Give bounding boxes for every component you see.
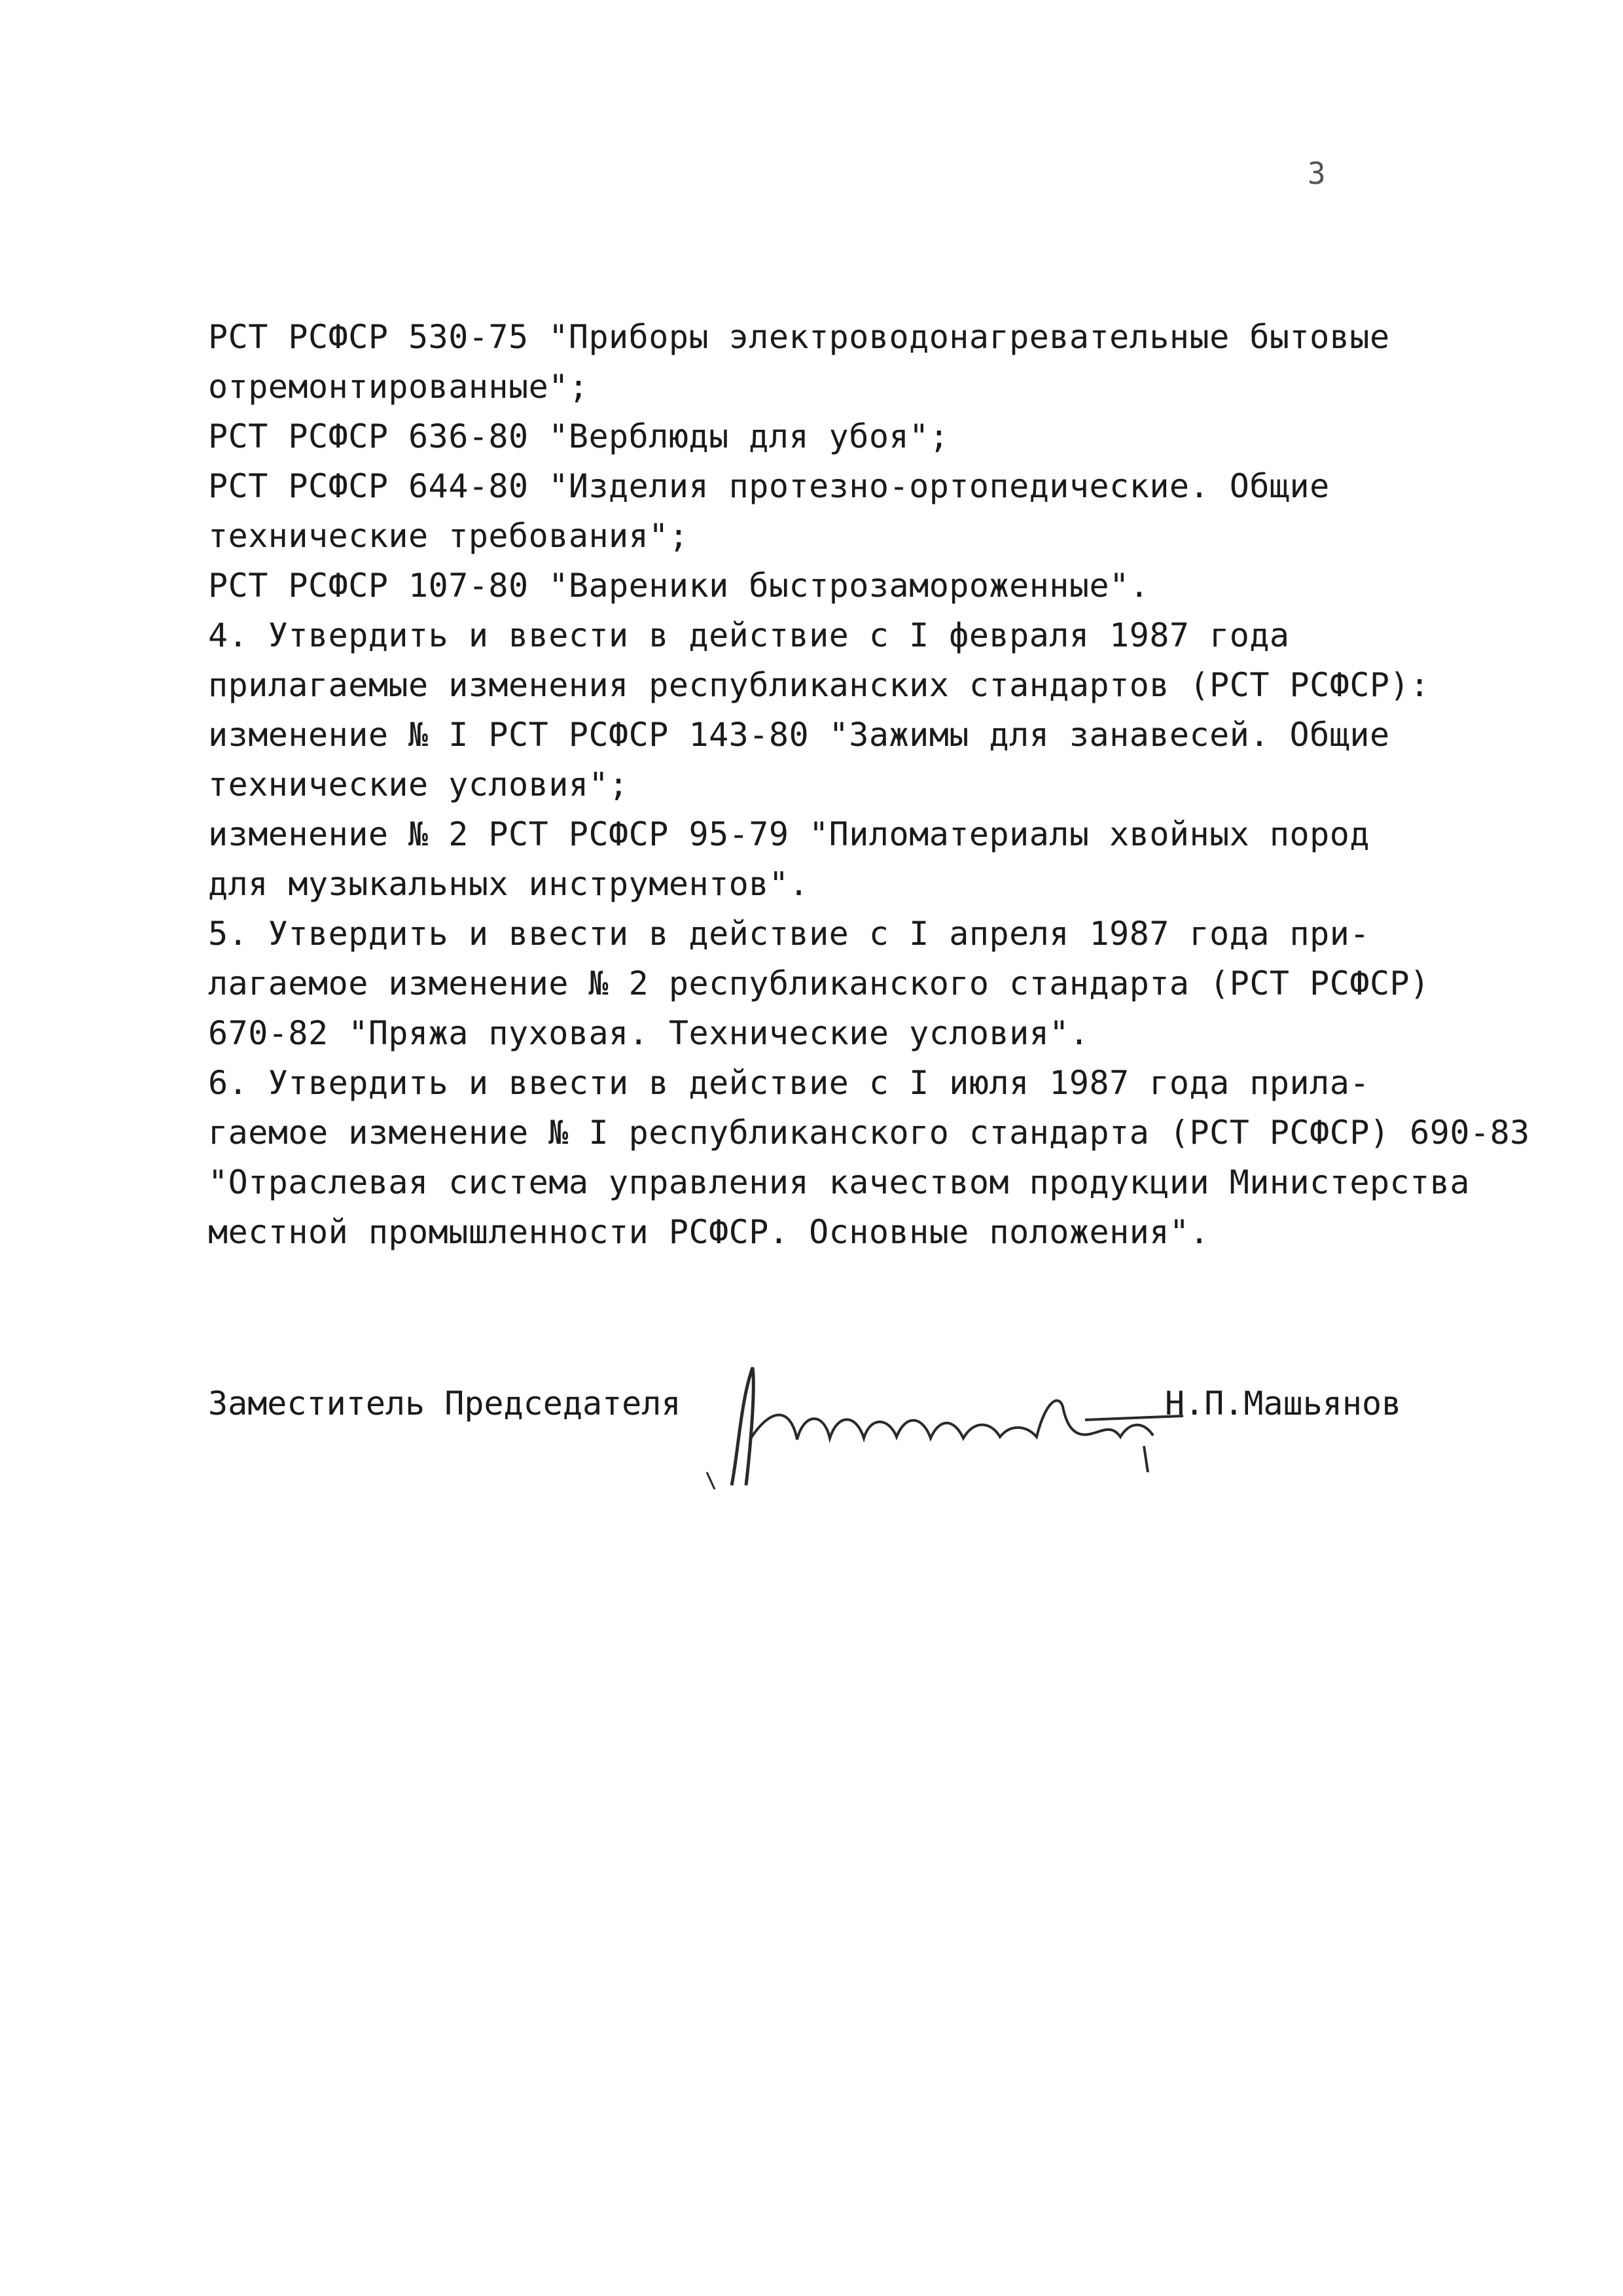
handwritten-signature: [692, 1361, 1334, 1492]
text-line: 6. Утвердить и ввести в действие с I июля 1987 года прила-: [208, 1064, 1370, 1102]
text-line: РСТ РСФСР 644-80 "Изделия протезно-ортопедические. Общие: [208, 467, 1330, 505]
text-line: 5. Утвердить и ввести в действие с I апреля 1987 года при-: [208, 915, 1370, 953]
text-line: изменение № I РСТ РСФСР 143-80 "Зажимы для занавесей. Общие: [208, 716, 1390, 754]
text-line: "Отраслевая система управления качеством продукции Министерства: [208, 1163, 1470, 1201]
text-line: местной промышленности РСФСР. Основные положения".: [208, 1213, 1210, 1251]
text-line: технические условия";: [208, 766, 629, 804]
text-line: РСТ РСФСР 107-80 "Вареники быстрозамороженные".: [208, 567, 1150, 605]
text-line: технические требования";: [208, 517, 689, 555]
text-line: РСТ РСФСР 636-80 "Верблюды для убоя";: [208, 417, 950, 455]
text-line: для музыкальных инструментов".: [208, 865, 810, 903]
text-line: гаемое изменение № I республиканского стандарта (РСТ РСФСР) 690-83: [208, 1114, 1530, 1152]
signatory-name: Н.П.Машьянов: [1165, 1385, 1402, 1422]
text-line: изменение № 2 РСТ РСФСР 95-79 "Пиломатериалы хвойных пород: [208, 815, 1370, 853]
text-line: 670-82 "Пряжа пуховая. Технические условия".: [208, 1014, 1090, 1052]
text-line: отремонтированные";: [208, 368, 589, 406]
signatory-title: Заместитель Председателя: [208, 1385, 681, 1422]
text-line: 4. Утвердить и ввести в действие с I февраля 1987 года: [208, 616, 1290, 654]
text-line: лагаемое изменение № 2 республиканского стандарта (РСТ РСФСР): [208, 964, 1430, 1002]
signature-block: [208, 1361, 1452, 1492]
page-number: 3: [1308, 156, 1326, 191]
text-line: РСТ РСФСР 530-75 "Приборы электроводонагревательные бытовые: [208, 318, 1390, 356]
text-line: прилагаемые изменения республиканских стандартов (РСТ РСФСР):: [208, 666, 1430, 704]
